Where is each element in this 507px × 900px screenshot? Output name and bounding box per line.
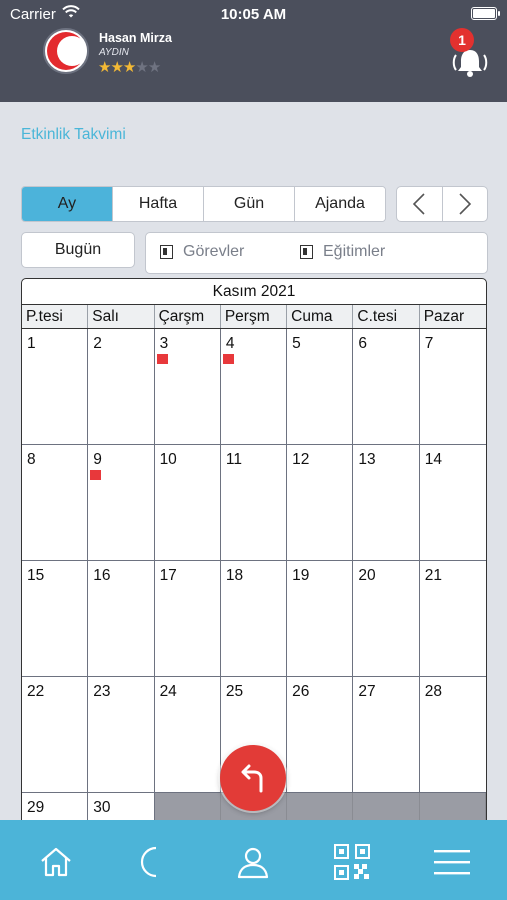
day-number: 1 bbox=[27, 335, 36, 352]
day-number: 9 bbox=[93, 451, 102, 468]
qr-code-icon bbox=[333, 843, 371, 881]
day-number: 10 bbox=[159, 451, 177, 468]
clock: 10:05 AM bbox=[220, 6, 287, 23]
day-number: 23 bbox=[93, 683, 111, 700]
calendar-day-cell[interactable] bbox=[420, 445, 486, 561]
calendar-day-cell[interactable] bbox=[22, 677, 88, 793]
rating-stars bbox=[98, 58, 160, 76]
view-selector bbox=[21, 186, 386, 222]
filter-tasks-label: Görevler bbox=[183, 243, 245, 260]
weekday-label: P.tesi bbox=[22, 305, 88, 328]
day-number: 24 bbox=[159, 683, 177, 700]
next-button[interactable] bbox=[443, 187, 488, 221]
menu-icon bbox=[433, 847, 471, 877]
calendar-day-cell[interactable] bbox=[221, 445, 287, 561]
return-arrow-icon bbox=[236, 761, 270, 795]
calendar-day-cell[interactable] bbox=[155, 677, 221, 793]
calendar-empty-cell bbox=[353, 793, 419, 820]
calendar-day-cell[interactable] bbox=[420, 561, 486, 677]
calendar-day-cell[interactable] bbox=[353, 329, 419, 445]
filter-box bbox=[145, 232, 488, 274]
user-name: Hasan Mirza bbox=[99, 31, 172, 45]
event-marker[interactable] bbox=[157, 354, 168, 364]
day-number: 21 bbox=[424, 567, 442, 584]
weekday-header bbox=[22, 305, 486, 329]
day-number: 13 bbox=[358, 451, 376, 468]
day-number: 25 bbox=[225, 683, 244, 700]
day-number: 14 bbox=[424, 451, 442, 468]
bell-icon[interactable] bbox=[449, 46, 491, 80]
calendar-day-cell[interactable] bbox=[88, 561, 154, 677]
tab-crescent[interactable] bbox=[134, 842, 174, 882]
weekday-label: Cuma bbox=[287, 305, 353, 328]
weekday-label: C.tesi bbox=[353, 305, 419, 328]
weekday-label: Çarşm bbox=[155, 305, 221, 328]
day-number: 29 bbox=[27, 799, 45, 816]
day-number: 30 bbox=[93, 799, 111, 816]
day-number: 19 bbox=[292, 567, 310, 584]
day-number: 11 bbox=[225, 451, 242, 468]
tab-agenda[interactable]: Ajanda bbox=[295, 187, 385, 221]
tab-home[interactable] bbox=[36, 842, 76, 882]
day-number: 17 bbox=[159, 567, 177, 584]
tab-month[interactable]: Ay bbox=[22, 187, 113, 221]
calendar-day-cell[interactable] bbox=[88, 445, 154, 561]
home-icon bbox=[38, 844, 74, 880]
bottom-tab-bar bbox=[0, 820, 507, 900]
day-number: 15 bbox=[27, 567, 45, 584]
calendar-day-cell[interactable] bbox=[22, 561, 88, 677]
battery-icon bbox=[471, 7, 497, 20]
month-navigation bbox=[396, 186, 488, 222]
calendar-empty-cell bbox=[287, 793, 353, 820]
calendar-day-cell[interactable] bbox=[22, 793, 88, 820]
calendar-empty-cell bbox=[155, 793, 221, 820]
day-number: 8 bbox=[27, 451, 36, 468]
calendar-day-cell[interactable] bbox=[287, 445, 353, 561]
day-number: 6 bbox=[358, 335, 368, 352]
today-button[interactable]: Bugün bbox=[21, 232, 135, 268]
day-number: 22 bbox=[27, 683, 45, 700]
day-number: 28 bbox=[424, 683, 442, 700]
chevron-right-icon bbox=[458, 192, 472, 216]
calendar-month-title: Kasım 2021 bbox=[22, 279, 486, 305]
back-fab-button[interactable] bbox=[220, 745, 286, 811]
calendar-day-cell[interactable] bbox=[88, 677, 154, 793]
day-number: 27 bbox=[358, 683, 376, 700]
calendar-empty-cell bbox=[420, 793, 486, 820]
star-filled-icon: ★ bbox=[98, 59, 111, 76]
weekday-label: Pazar bbox=[423, 308, 465, 325]
calendar-day-cell[interactable] bbox=[22, 445, 88, 561]
avatar[interactable] bbox=[43, 28, 89, 74]
day-number: 3 bbox=[159, 335, 169, 352]
profile-header bbox=[0, 28, 507, 102]
tab-menu[interactable] bbox=[432, 842, 472, 882]
calendar-day-cell[interactable] bbox=[221, 329, 287, 445]
tab-profile[interactable] bbox=[233, 842, 273, 882]
star-filled-icon: ★ bbox=[110, 59, 123, 76]
calendar-day-cell[interactable] bbox=[155, 329, 221, 445]
day-number: 5 bbox=[292, 335, 301, 352]
calendar-day-cell[interactable] bbox=[420, 677, 486, 793]
day-number: 20 bbox=[358, 567, 376, 584]
crescent-logo-icon bbox=[45, 30, 87, 72]
star-filled-icon: ★ bbox=[122, 59, 136, 76]
crescent-icon bbox=[136, 844, 172, 880]
day-number: 2 bbox=[93, 335, 102, 352]
tab-qr[interactable] bbox=[332, 842, 372, 882]
day-number: 7 bbox=[424, 335, 434, 352]
calendar-day-cell[interactable] bbox=[221, 561, 287, 677]
notification-badge[interactable]: 1 bbox=[450, 28, 474, 52]
day-number: 12 bbox=[292, 451, 310, 468]
filter-trainings-label: Eğitimler bbox=[323, 243, 386, 260]
event-marker[interactable] bbox=[90, 470, 101, 480]
calendar-day-cell[interactable] bbox=[88, 329, 154, 445]
carrier-label: Carrier bbox=[10, 6, 56, 23]
calendar-day-cell[interactable] bbox=[22, 329, 88, 445]
calendar-day-cell[interactable] bbox=[287, 677, 353, 793]
main-content bbox=[0, 102, 507, 820]
previous-button[interactable] bbox=[397, 187, 443, 221]
filter-tasks[interactable] bbox=[160, 243, 244, 261]
status-bar bbox=[0, 0, 507, 28]
star-empty-icon: ★ bbox=[135, 59, 148, 76]
profile-icon bbox=[235, 844, 271, 880]
user-city: AYDIN bbox=[99, 47, 129, 58]
calendar-day-cell[interactable] bbox=[287, 561, 353, 677]
day-number: 4 bbox=[225, 335, 235, 352]
tab-day[interactable]: Gün bbox=[204, 187, 295, 221]
calendar-day-cell[interactable] bbox=[420, 329, 486, 445]
calendar-day-cell[interactable] bbox=[353, 677, 419, 793]
calendar-day-cell[interactable] bbox=[155, 445, 221, 561]
calendar-day-cell[interactable] bbox=[287, 329, 353, 445]
calendar-day-cell[interactable] bbox=[353, 561, 419, 677]
month-calendar bbox=[21, 278, 487, 820]
event-marker[interactable] bbox=[223, 354, 234, 364]
day-number: 26 bbox=[292, 683, 310, 700]
chevron-left-icon bbox=[412, 192, 426, 216]
day-number: 16 bbox=[93, 567, 111, 584]
calendar-day-cell[interactable] bbox=[155, 561, 221, 677]
tab-week[interactable]: Hafta bbox=[113, 187, 204, 221]
checkbox-icon[interactable] bbox=[160, 245, 173, 259]
star-empty-icon: ★ bbox=[147, 59, 161, 76]
day-number: 18 bbox=[225, 567, 244, 584]
calendar-day-cell[interactable] bbox=[353, 445, 419, 561]
weekday-label: Salı bbox=[88, 305, 154, 328]
calendar-day-cell[interactable] bbox=[88, 793, 154, 820]
weekday-label: Perşm bbox=[221, 305, 287, 328]
page-title: Etkinlik Takvimi bbox=[21, 126, 126, 143]
filter-trainings[interactable] bbox=[300, 243, 385, 261]
checkbox-icon[interactable] bbox=[300, 245, 313, 259]
